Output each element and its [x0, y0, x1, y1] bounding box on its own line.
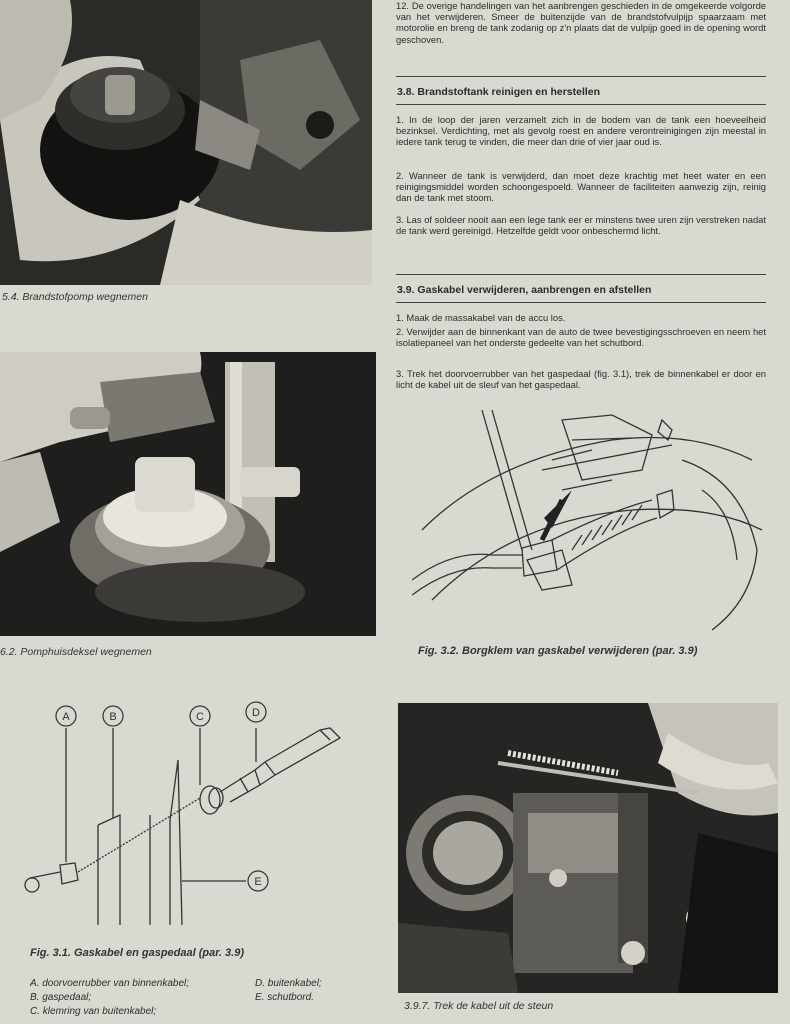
legend-key-d: D. [255, 978, 265, 989]
caption-figure-3-2: Fig. 3.2. Borgklem van gaskabel verwijderen (par. 3.9) [418, 645, 698, 657]
photo-fuel-pump-removal [0, 0, 372, 285]
legend-text-d: buitenkabel; [267, 978, 322, 989]
heading-3-8: 3.8. Brandstoftank reinigen en herstellen [397, 86, 601, 98]
legend-item-d [255, 978, 322, 989]
paragraph-3-9-2: 2. Verwijder aan de binnenkant van de auto de twee bevestigingsschroeven en neem het isolatiepaneel van het onderste gedeelte van het schutbord. [396, 326, 766, 349]
paragraph-3-9-3: 3. Trek het doorvoerrubber van het gaspedaal (fig. 3.1), trek de binnenkabel er door en licht de kabel uit de sleuf van het gaspedaal. [396, 368, 766, 391]
heading-3-9: 3.9. Gaskabel verwijderen, aanbrengen en afstellen [397, 284, 652, 296]
paragraph-3-9-1: 1. Maak de massakabel van de accu los. [396, 312, 566, 323]
figure-3-1-cable-pedal-drawing [20, 700, 370, 930]
legend-key-c: C. [30, 1006, 40, 1017]
legend-key-b: B. [30, 992, 40, 1003]
figure-3-2-cable-clip-drawing [412, 400, 766, 635]
legend-item-b [30, 992, 91, 1003]
photo-fuel-pump-image [0, 0, 372, 285]
legend-text-e: schutbord. [267, 992, 314, 1003]
diagram-label-a: A [62, 711, 70, 723]
caption-figure-3-1: Fig. 3.1. Gaskabel en gaspedaal (par. 3.9) [30, 947, 244, 959]
rule-3-8-bottom [396, 104, 766, 105]
diagram-label-c: C [196, 711, 204, 723]
diagram-label-d: D [252, 707, 260, 719]
legend-key-a: A. [30, 978, 40, 989]
legend-item-a [30, 978, 189, 989]
caption-photo-3: 3.9.7. Trek de kabel uit de steun [404, 1000, 554, 1012]
diagram-label-b: B [109, 711, 117, 723]
rule-3-8-top [396, 76, 766, 77]
paragraph-3-8-1: 1. In de loop der jaren verzamelt zich in de bodem van de tank een hoeveelheid bezinksel. Verdichting, met als gevolg roest en andere verontreinigingen zijn meestal in iedere tank terug te vinden, die meer dan drie of vier jaar oud is. [396, 114, 766, 148]
legend-text-a: doorvoerrubber van binnenkabel; [42, 978, 190, 989]
paragraph-3-8-3: 3. Las of soldeer nooit aan een lege tank eer er minstens twee uren zijn verstreken nadat de tank werd gereinigd. Hetzelfde geldt voor onbeschermd licht. [396, 214, 766, 237]
legend-item-e [255, 992, 314, 1003]
rule-3-9-bottom [396, 302, 766, 303]
photo-pump-cover-removal [0, 352, 376, 636]
legend-text-b: gaspedaal; [42, 992, 92, 1003]
caption-photo-1: 5.4. Brandstofpomp wegnemen [2, 291, 148, 303]
legend-text-c: klemring van buitenkabel; [42, 1006, 157, 1017]
caption-photo-2: 6.2. Pomphuisdeksel wegnemen [0, 646, 152, 658]
paragraph-3-8-2: 2. Wanneer de tank is verwijderd, dan moet deze krachtig met heet water en een reinigingsmiddel worden schoongespoeld. Wanneer de faciliteiten aanwezig zijn, reinig dan de tank met stoom. [396, 170, 766, 204]
diagram-label-e: E [254, 876, 262, 888]
rule-3-9-top [396, 274, 766, 275]
photo-pump-cover-image [0, 352, 376, 636]
intro-paragraph: 12. De overige handelingen van het aanbrengen geschieden in de omgekeerde volgorde van het verwijderen. Smeer de buitenzijde van de brandstofvulpijp spaarzaam met motorolie en breng de tank zodanig op z'n plaats dat de vulpijp goed in de opening wordt geschoven. [396, 0, 766, 45]
legend-key-e: E. [255, 992, 265, 1003]
legend-item-c [30, 1006, 156, 1017]
photo-cable-pull-from-bracket [398, 703, 778, 993]
photo-cable-bracket-image [398, 703, 778, 993]
